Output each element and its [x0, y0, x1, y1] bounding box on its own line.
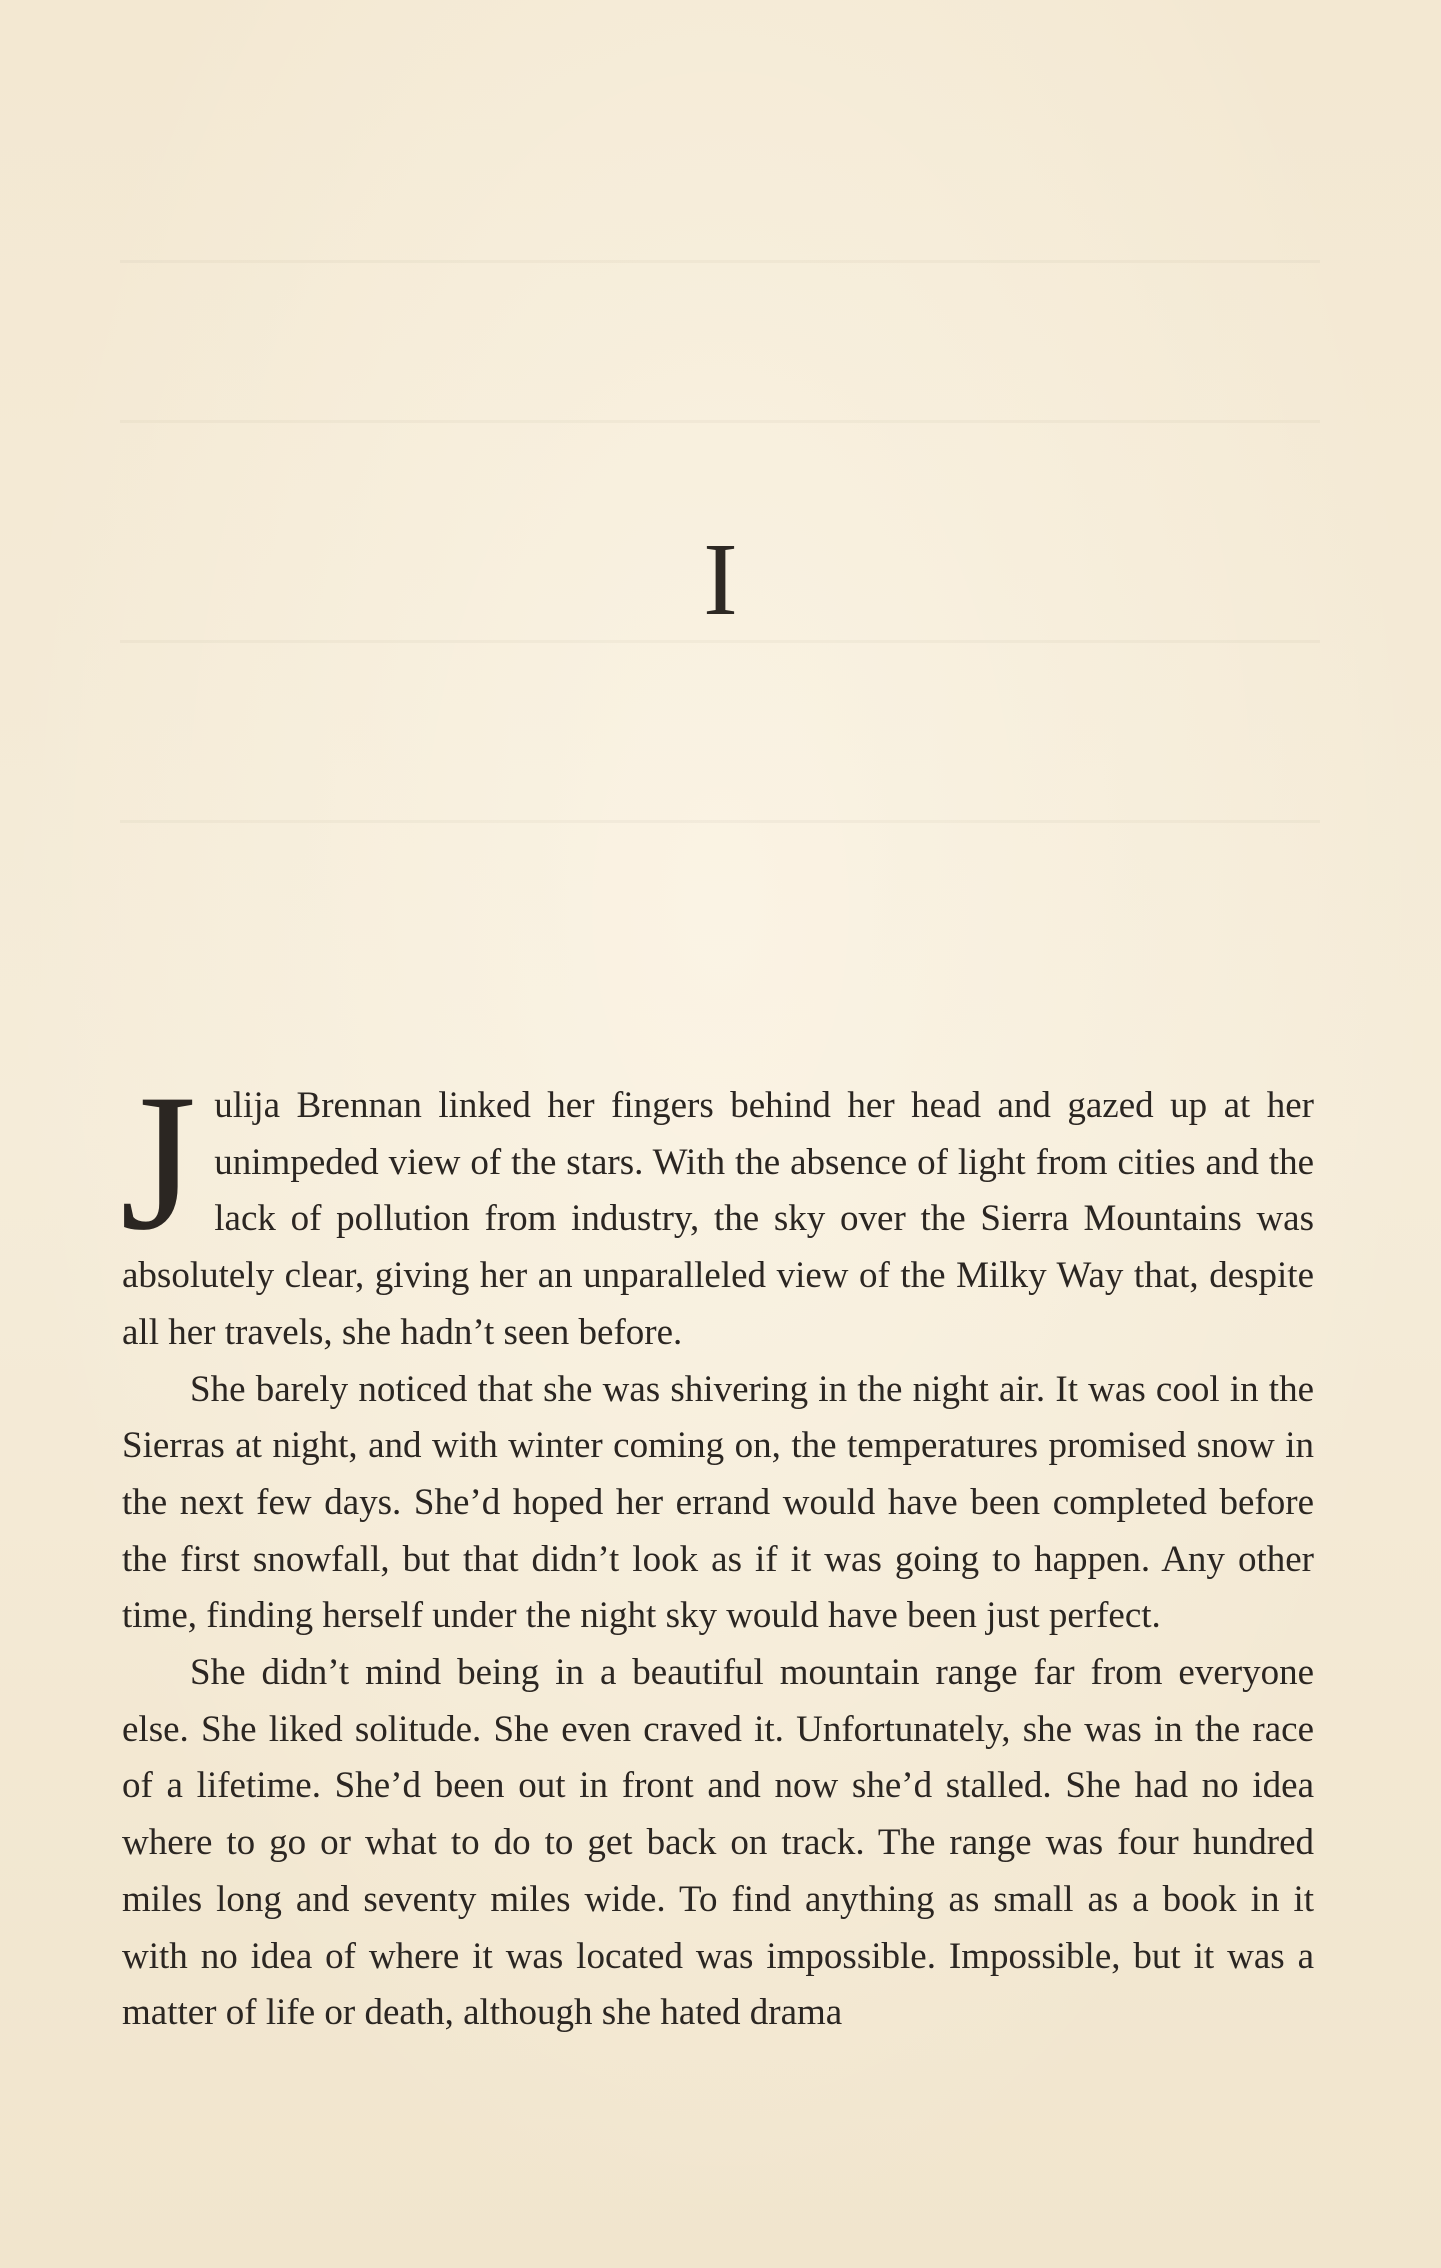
- opening-paragraph: [120, 1054, 1314, 1362]
- show-through-line: [120, 640, 1320, 643]
- show-through-line: [120, 820, 1320, 823]
- drop-cap: J: [120, 1054, 197, 1271]
- show-through-line: [120, 260, 1320, 263]
- opening-paragraph-text: ulija Brennan linked her fingers behind her head and gazed up at her unimpeded view of the stars. With the absence of light from cities and the lack of pollution from industry, the sky over the Sierra Mountains was absolutely clear, giving her an unparalleled view of the Milky Way that, despite all her travels, she hadn’t seen before.: [122, 1085, 1314, 1353]
- body-paragraph: She barely noticed that she was shivering in the night air. It was cool in the Sierras at night, and with winter coming on, the temperatures promised snow in the next few days. She’d hoped her errand would have been completed before the first snowfall, but that didn’t look as if it was going to happen. Any other time, finding herself under the night sky would have been just perfect.: [122, 1368, 1314, 1637]
- chapter-body: [120, 1054, 1314, 2042]
- chapter-number: I: [703, 522, 738, 637]
- show-through-line: [120, 420, 1320, 423]
- body-paragraph: She didn’t mind being in a beautiful mountain range far from everyone else. She liked solitude. She even craved it. Unfortunately, she was in the race of a lifetime. She’d been out in front and now she’d stalled. She had no idea where to go or what to do to get back on track. The range was four hundred miles long and seventy miles wide. To find anything as small as a book in it with no idea of where it was located was impossible. Impossible, but it was a matter of life or death, although she hated drama: [122, 1652, 1314, 2034]
